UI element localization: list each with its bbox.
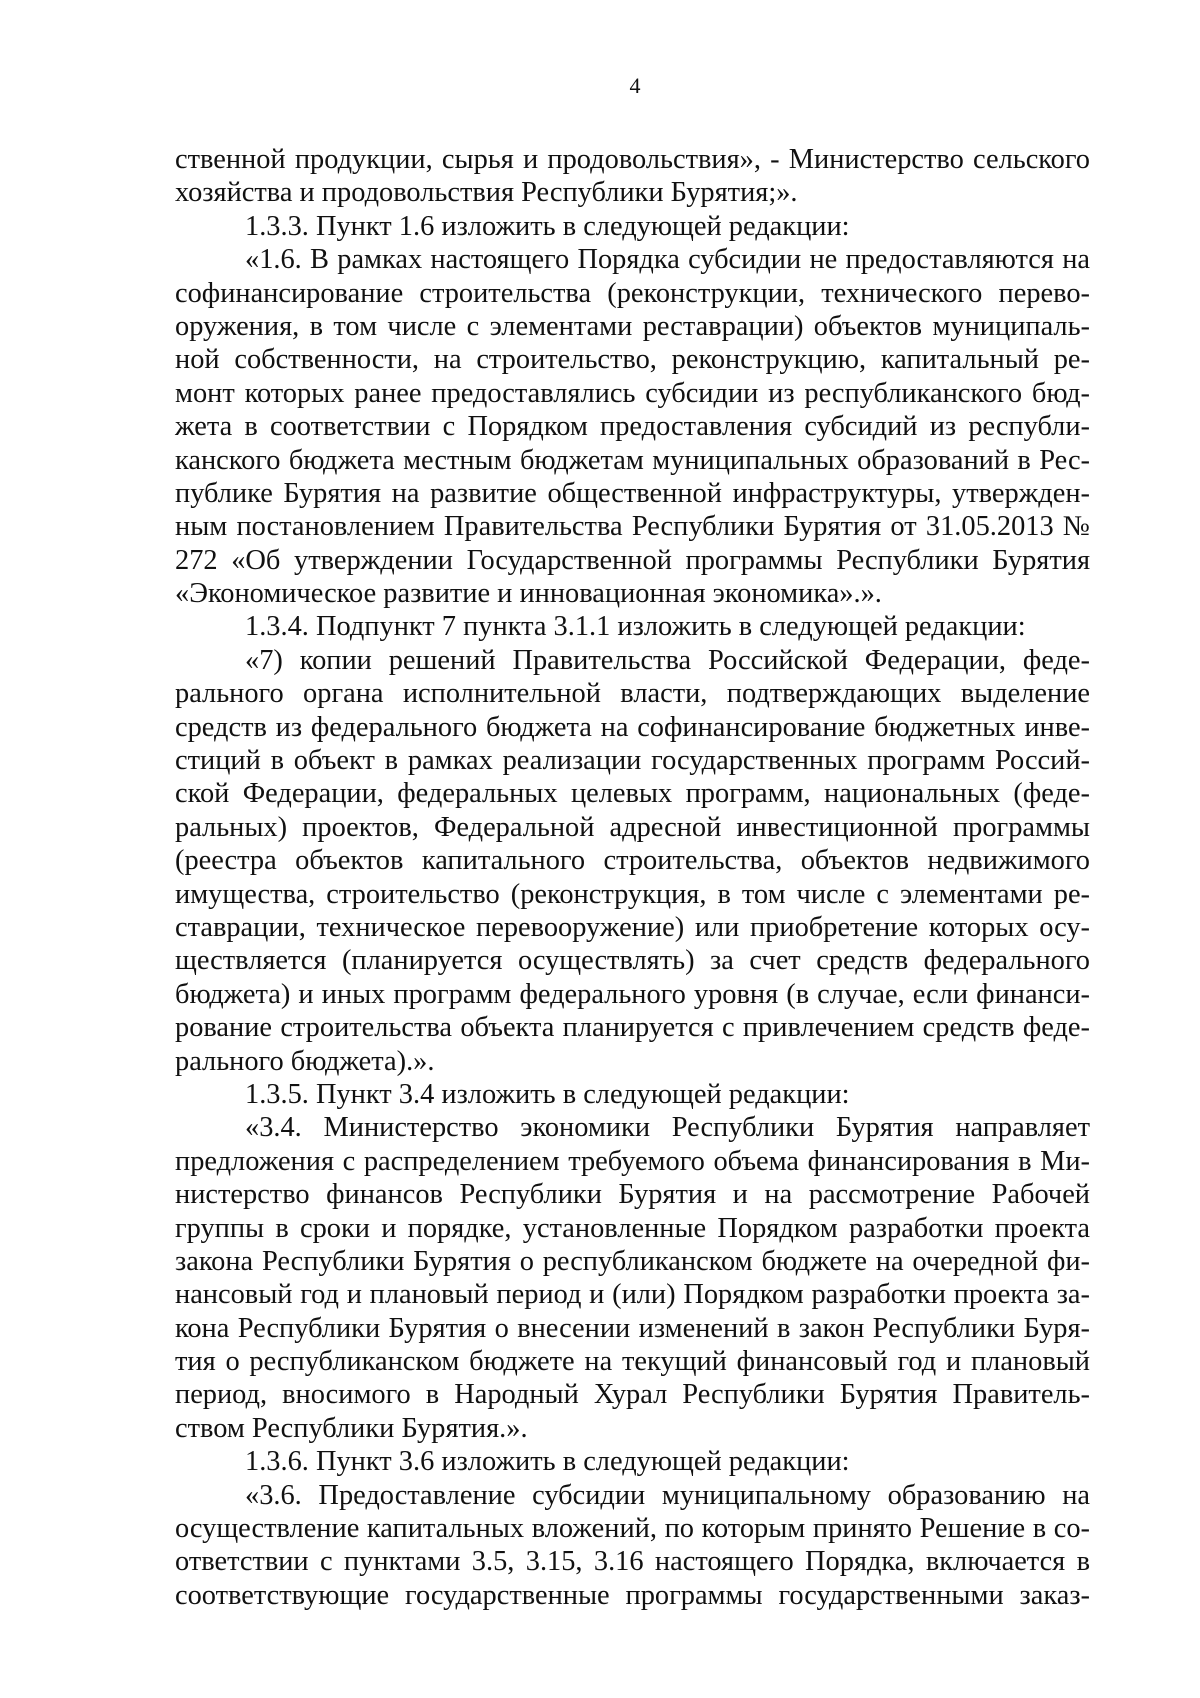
- text-line: тия о республиканском бюджете на текущий финансовый год и плановый: [175, 1346, 1090, 1378]
- text-line: оружения, в том числе с элементами реставрации) объектов муниципаль-: [175, 310, 1090, 342]
- text-line: «Экономическое развитие и инновационная экономика».».: [175, 578, 882, 610]
- text-line: монт которых ранее предоставлялись субсидии из республиканского бюд-: [175, 377, 1090, 409]
- text-line: 1.3.5. Пункт 3.4 изложить в следующей редакции:: [245, 1078, 850, 1110]
- text-line: нистерство финансов Республики Бурятия и на рассмотрение Рабочей: [175, 1179, 1090, 1211]
- text-line: публике Бурятия на развитие общественной инфраструктуры, утвержден-: [175, 477, 1090, 509]
- text-line: средств из федерального бюджета на софинансирование бюджетных инве-: [175, 711, 1090, 743]
- page-number: 4: [629, 73, 641, 98]
- text-line: 272 «Об утверждении Государственной программы Республики Бурятия: [175, 544, 1090, 576]
- text-line: рование строительства объекта планируется с привлечением средств феде-: [175, 1012, 1090, 1044]
- text-line: жета в соответствии с Порядком предоставления субсидий из республи-: [175, 411, 1090, 443]
- text-line: бюджета) и иных программ федерального уровня (в случае, если финанси-: [175, 978, 1090, 1010]
- text-line: хозяйства и продовольствия Республики Бурятия;».: [175, 177, 798, 209]
- text-line: нансовый год и плановый период и (или) Порядком разработки проекта за-: [175, 1279, 1090, 1311]
- text-line: предложения с распределением требуемого объема финансирования в Ми-: [175, 1145, 1090, 1177]
- text-line: группы в сроки и порядке, установленные Порядком разработки проекта: [175, 1212, 1090, 1244]
- text-line: канского бюджета местным бюджетам муниципальных образований в Рес-: [175, 444, 1090, 476]
- text-line: «7) копии решений Правительства Российской Федерации, феде-: [245, 644, 1090, 676]
- text-line: ственной продукции, сырья и продовольствия», - Министерство сельского: [175, 144, 1090, 175]
- text-line: ответствии с пунктами 3.5, 3.15, 3.16 настоящего Порядка, включается в: [175, 1546, 1090, 1578]
- text-line: рального бюджета).».: [175, 1045, 435, 1077]
- text-line: закона Республики Бурятия о республиканском бюджете на очередной фи-: [175, 1245, 1090, 1277]
- text-line: ществляется (планируется осуществлять) за счет средств федерального: [175, 945, 1090, 977]
- text-line: 1.3.3. Пункт 1.6 изложить в следующей редакции:: [245, 210, 850, 242]
- text-line: ской Федерации, федеральных целевых программ, национальных (феде-: [175, 778, 1090, 810]
- text-line: кона Республики Бурятия о внесении изменений в закон Республики Буря-: [175, 1312, 1090, 1344]
- text-line: ным постановлением Правительства Республики Бурятия от 31.05.2013 №: [175, 511, 1090, 543]
- text-line: ставрации, техническое перевооружение) или приобретение которых осу-: [175, 911, 1090, 943]
- text-line: «1.6. В рамках настоящего Порядка субсидии не предоставляются на: [245, 244, 1090, 276]
- text-line: ством Республики Бурятия.».: [175, 1412, 528, 1444]
- text-line: ной собственности, на строительство, реконструкцию, капитальный ре-: [175, 344, 1090, 376]
- text-line: ральных) проектов, Федеральной адресной инвестиционной программы: [175, 811, 1090, 843]
- text-line: (реестра объектов капитального строительства, объектов недвижимого: [175, 845, 1090, 877]
- text-line: «3.6. Предоставление субсидии муниципальному образованию на: [245, 1479, 1090, 1511]
- text-line: соответствующие государственные программы государственными заказ-: [175, 1579, 1090, 1611]
- text-line: имущества, строительство (реконструкция, в том числе с элементами ре-: [175, 878, 1090, 910]
- text-line: 1.3.4. Подпункт 7 пункта 3.1.1 изложить в следующей редакции:: [245, 611, 1026, 643]
- text-line: «3.4. Министерство экономики Республики Бурятия направляет: [245, 1112, 1090, 1144]
- text-line: софинансирование строительства (реконструкции, технического перево-: [175, 277, 1090, 309]
- text-line: период, вносимого в Народный Хурал Республики Бурятия Правитель-: [175, 1379, 1090, 1411]
- text-line: рального органа исполнительной власти, подтверждающих выделение: [175, 678, 1090, 710]
- text-line: осуществление капитальных вложений, по которым принято Решение в со-: [175, 1513, 1090, 1545]
- text-line: стиций в объект в рамках реализации государственных программ Россий-: [175, 745, 1090, 777]
- document-body: [175, 143, 1090, 1612]
- text-line: 1.3.6. Пункт 3.6 изложить в следующей редакции:: [245, 1446, 850, 1478]
